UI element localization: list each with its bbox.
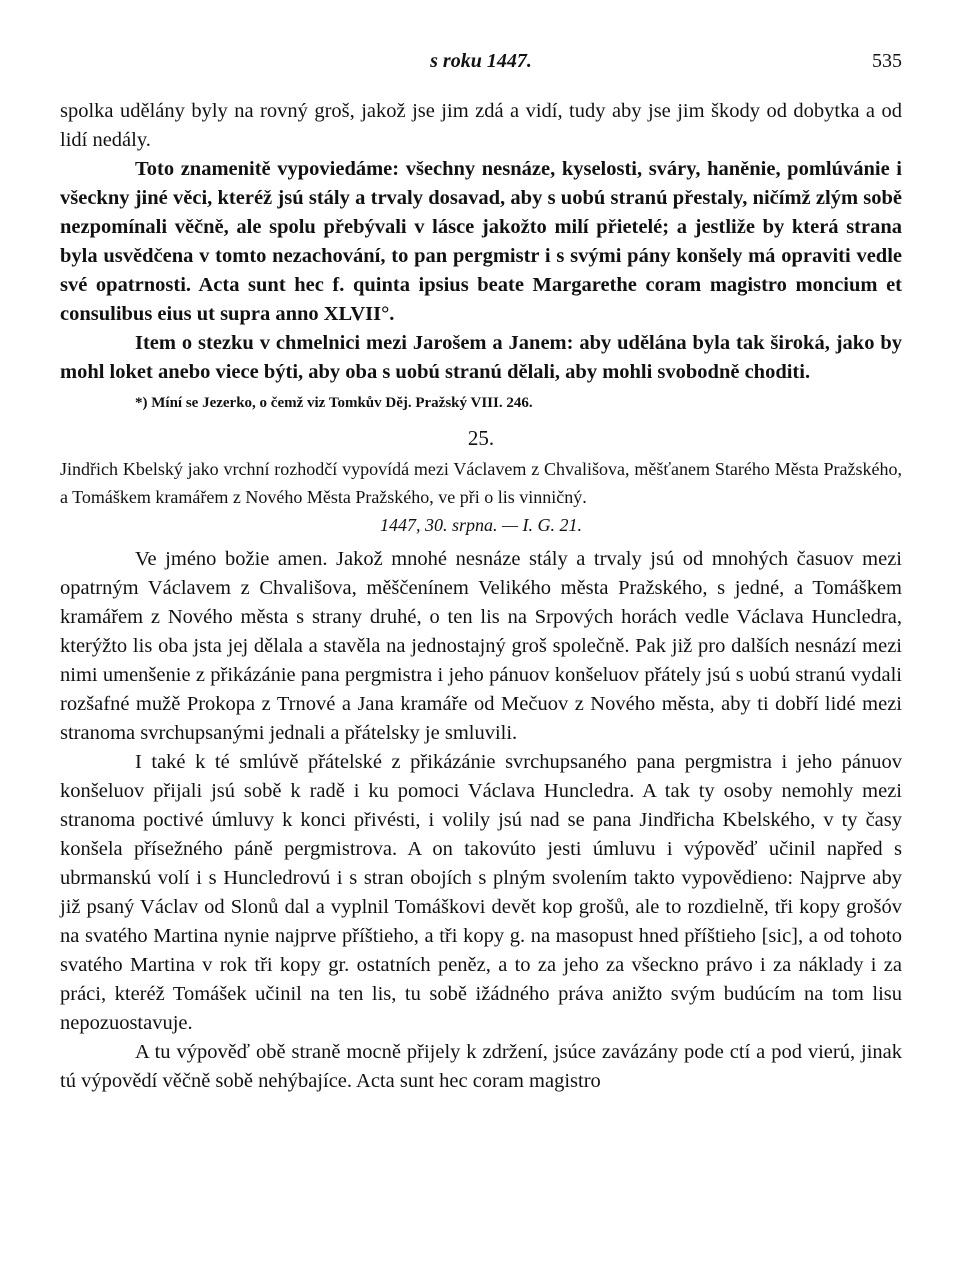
document-paragraph: Ve jméno božie amen. Jakož mnohé nesnáze stály a trvaly jsú od mnohých časuov mezi opatrným Václavem z Chvališova, měščenínem Velikého města Pražského, s jedné, a Tomáškem kramářem z Nového města s strany druhé, o ten lis na Srpových horách vedle Václava Huncledra, kterýžto lis oba jsta jej dělala a stavěla na jednostajný groš společně. Pak již pro dalších nesnází mezi nimi umenšenie z přikázánie pana pergmistra i jeho pánuov konšeluov přátely jsú s uobú stranú vydali rozšafné mužě Prokopa z Trnové a Jana kramáře od Mečuov z Nového města, aby ti dobří lidé mezi stranoma svrchupsanými jednali a přátelsky je smluvili. bbox=[60, 548, 902, 744]
book-page bbox=[60, 0, 902, 1280]
footnote: *) Míní se Jezerko, o čemž viz Tomkův Děj. Pražský VIII. 246. bbox=[135, 395, 533, 411]
paragraph: Toto znamenitě vypoviedáme: všechny nesnáze, kyselosti, sváry, haněnie, pomlúvánie i všeckny jiné věci, kteréž jsú stály a trvaly dosavad, aby s uobú stranú přestaly, ničímž zlým sobě nezpomínali věčně, ale spolu přebývali v lásce jakožto milí přietelé; a jestliže by která strana byla usvědčena v tomto nezachování, to pan pergmistr i s svými pány konšely má opraviti vedle své opatrnosti. Acta sunt hec f. quinta ipsius beate Margarethe coram magistro moncium et consulibus eius ut supra anno XLVII°. bbox=[60, 158, 902, 325]
document-paragraph: I také k té smlúvě přátelské z přikázánie svrchupsaného pana pergmistra i jeho pánuov konšeluov přijali jsú sobě k radě i ku pomoci Václava Huncledra. A tak ty osoby nemohly mezi stranoma poctivé úmluvy k konci přivésti, i volily jsú nad se pana Jindřicha Kbelského, v ty časy konšela přísežného páně pergmistrova. A on takovúto jesti úmluvu i výpověď učinil napřed s ubrmanskú volí i s Huncledrovú i s stran obojích s plným svolením takto vypovědieno: Najprve aby již psaný Václav od Slonů dal a vyplnil Tomáškovi devět kop grošů, ale to rozdielně, tři kopy grošóv na svatého Martina nynie najprve příštieho, a tři kopy g. na masopust hned příštieho [sic], a od tohoto svatého Martina v rok tři kopy gr. ostatních peněz, a to za jeho za všeckno právo i za náklady i za práci, kteréž Tomášek učinil na ten lis, tu sobě ižádného práva anižto svým budúcím na tom lisu nepozuostavuje. bbox=[60, 751, 902, 1034]
document-regest: Jindřich Kbelský jako vrchní rozhodčí vypovídá mezi Václavem z Chvališova, měšťanem Starého Města Pražského, a Tomáškem kramářem z Nového Města Pražského, ve při o lis vinničný. bbox=[60, 459, 902, 507]
running-head bbox=[60, 50, 902, 80]
body-text bbox=[60, 97, 902, 1096]
page-number: 535 bbox=[872, 50, 902, 72]
paragraph: Item o stezku v chmelnici mezi Jarošem a Janem: aby udělána byla tak široká, jako by mohl loket anebo viece býti, aby oba s uobú stranú dělali, aby mohli svobodně choditi. bbox=[60, 332, 902, 383]
paragraph: spolka udělány byly na rovný groš, jakož jse jim zdá a vidí, tudy aby jse jim škody od dobytka a od lidí nedály. bbox=[60, 100, 902, 151]
running-title: s roku 1447. bbox=[430, 50, 532, 72]
document-dateline: 1447, 30. srpna. — I. G. 21. bbox=[379, 515, 582, 535]
document-number: 25. bbox=[467, 426, 495, 450]
document-paragraph: A tu výpověď obě straně mocně přijely k zdržení, jsúce zavázány pode ctí a pod vierú, jinak tú výpovědí věčně sobě nehýbajíce. Acta sunt hec coram magistro bbox=[60, 1041, 902, 1092]
